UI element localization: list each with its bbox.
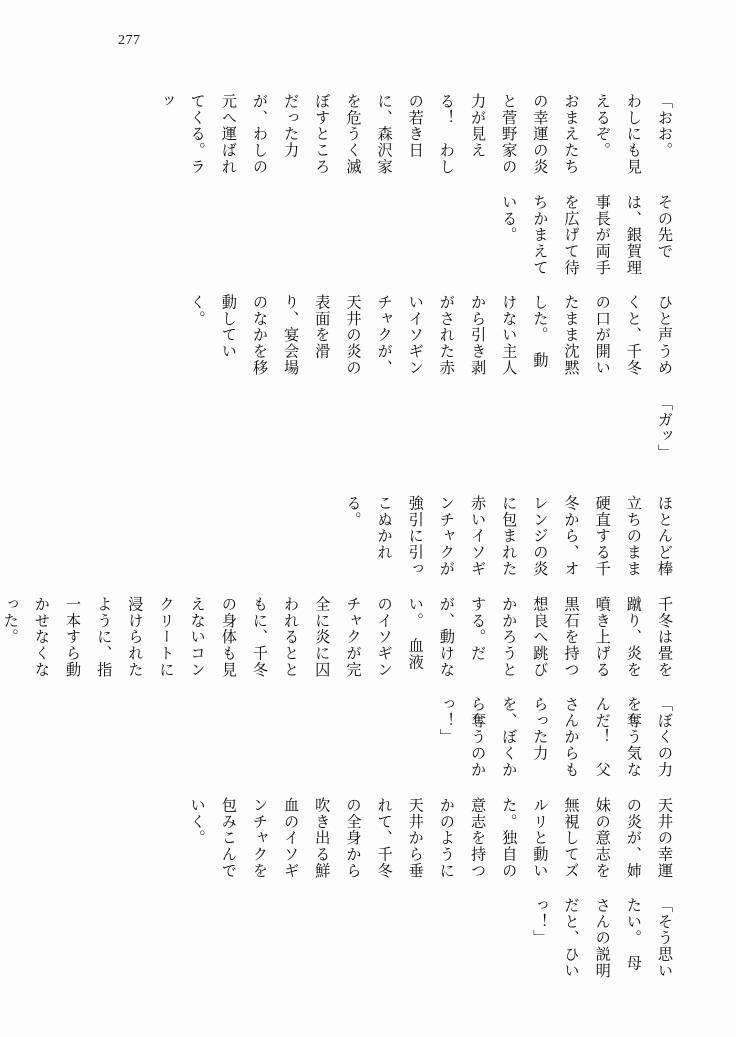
paragraph: その先では、銀賀理事長が両手を広げて待ちかまえている。	[500, 193, 673, 276]
paragraph: 「そう思いたい。 母さんの説明だと、ひいっ！」	[531, 897, 673, 980]
paragraph: 「ガッ」	[656, 394, 673, 461]
paragraph: ほとんど棒立ちのまま硬直する千冬から、オレンジの炎に包まれた赤いイソギンチャクが強引に引っこぬかれる。	[344, 495, 673, 578]
paragraph: 千冬は畳を蹴り、炎を噴き上げる黒石を持つ想良へ跳びかかろうとする。だが、動けない。 血液のイソギンチャクが完全に炎に囚われるとともに、千冬の身体も見えないコンクリートに浸けられたように、指一本すら動かせなくなった。	[1, 595, 673, 678]
paragraph: 「おお。 わしにも見えるぞ。 おまえたちの幸運の炎と菅野家の力が見える！ わしの若き日に、森沢家を危うく滅ぼすところだった力が、わしの元へ運ばれてくる。ラッ	[157, 92, 673, 175]
paragraph: 天井の幸運の炎が、姉妹の意志を無視してズルリと動いた。独自の意志を持つかのように天井から垂れて、千冬の全身から吹き出る鮮血のイソギンチャクを包みこんでいく。	[188, 796, 673, 879]
page-number: 277	[118, 33, 141, 48]
paragraph: 「ぼくの力を奪う気なんだ！ 父さんからもらった力を、ぼくから奪うのかっ！」	[437, 696, 673, 779]
paragraph: ひと声うめくと、千冬の口が開いたまま沈黙した。 動けない主人から引き剥がされた赤いイソギンチャクが、天井の炎の表面を滑り、宴会場のなかを移動していく。	[188, 294, 673, 377]
body-text-column	[1, 78, 680, 983]
